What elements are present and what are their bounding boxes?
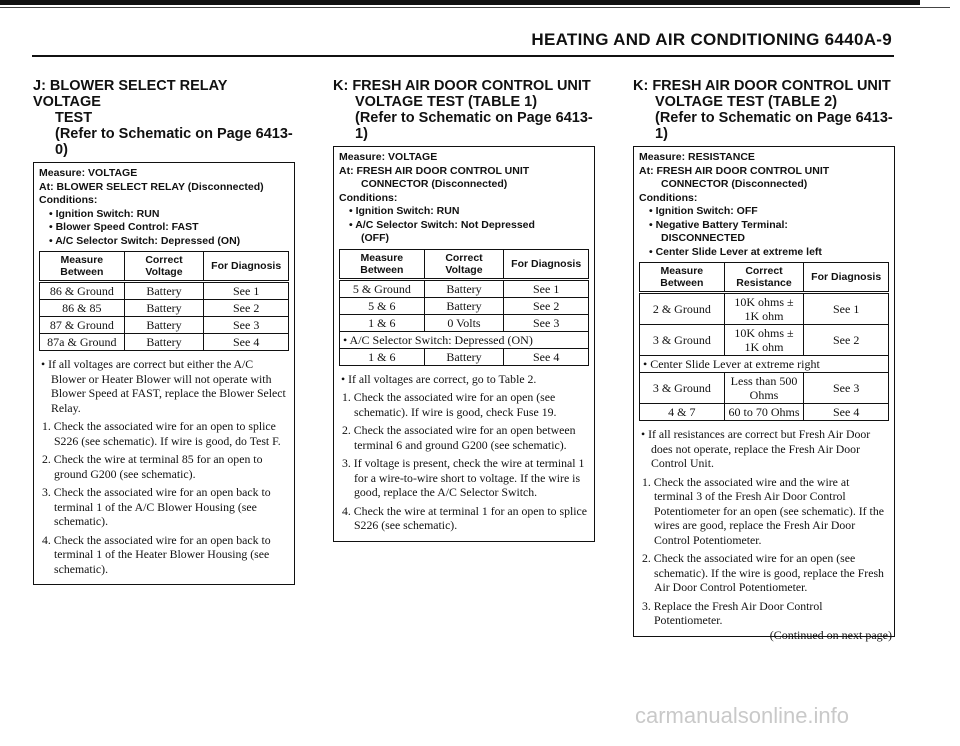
table-cell: See 4	[504, 348, 589, 365]
top-border-thin	[0, 7, 950, 8]
table-cell: 4 & 7	[640, 404, 725, 421]
table-row	[40, 317, 289, 334]
note-bullet: • If all voltages are correct, go to Table 2.	[341, 371, 537, 386]
section-k1	[333, 78, 595, 542]
section-k1-title	[333, 78, 595, 142]
table-cell: 86 & 85	[40, 300, 125, 317]
table-cell: 1 & 6	[340, 314, 425, 331]
table-cell: 10K ohms ± 1K ohm	[724, 325, 804, 356]
title-line: (Refer to Schematic on Page 6413-0)	[55, 126, 293, 158]
continued-note: (Continued on next page)	[769, 628, 892, 642]
table-cell: Battery	[124, 317, 204, 334]
table-cell: Less than 500 Ohms	[724, 373, 804, 404]
measure-label: Measure: RESISTANCE	[639, 151, 755, 163]
conditions-label: Conditions:	[339, 191, 398, 204]
title-line: K: FRESH AIR DOOR CONTROL UNIT	[633, 78, 891, 94]
section-j	[33, 78, 295, 585]
table-cell: Battery	[424, 297, 504, 314]
table-row	[640, 325, 889, 356]
section-j-box	[33, 162, 295, 585]
condition-item: • Ignition Switch: RUN	[339, 205, 589, 219]
section-k2-table	[639, 262, 889, 421]
table-cell: See 2	[804, 325, 889, 356]
at-label: At: FRESH AIR DOOR CONTROL UNIT	[339, 164, 530, 177]
note-item: 1. Check the associated wire for an open to splice S226 (see schematic). If wire is good, do Test F.	[42, 419, 281, 448]
table-cell: 86 & Ground	[40, 282, 125, 300]
col-header: Correct Voltage	[124, 252, 204, 282]
measure-label: Measure: VOLTAGE	[339, 151, 438, 163]
table-cell: Battery	[124, 282, 204, 300]
header-rule	[32, 55, 894, 57]
table-cell: 10K ohms ± 1K ohm	[724, 293, 804, 325]
note-item: 4. Check the wire at terminal 1 for an open to splice S226 (see schematic).	[342, 503, 588, 532]
condition-item: • A/C Selector Switch: Depressed (ON)	[39, 235, 289, 249]
section-k2	[633, 78, 895, 637]
table-midnote: • Center Slide Lever at extreme right	[640, 356, 889, 373]
watermark: carmanualsonline.info	[635, 703, 850, 728]
section-k1-table	[339, 249, 589, 366]
condition-item: • Ignition Switch: RUN	[39, 208, 289, 222]
title-line: TEST	[55, 110, 93, 126]
table-cell: 0 Volts	[424, 314, 504, 331]
condition-item: • A/C Selector Switch: Not Depressed	[339, 219, 589, 233]
note-bullet: • If all voltages are correct but either the A/C Blower or Heater Blower will not operate with Blower Speed at FAST, replace the Blower Select Relay.	[41, 357, 286, 415]
table-row	[40, 300, 289, 317]
table-row	[340, 348, 589, 365]
col-header: For Diagnosis	[204, 252, 289, 282]
note-text: If all resistances are correct but Fresh Air Door does not operate, replace the Fresh Air Door Control Unit.	[648, 427, 871, 470]
table-row	[340, 331, 589, 348]
at-label: CONNECTOR (Disconnected)	[361, 178, 508, 190]
table-cell: See 1	[804, 293, 889, 325]
section-j-table	[39, 251, 289, 351]
col-header: For Diagnosis	[804, 263, 889, 293]
col-header: Measure Between	[340, 249, 425, 279]
note-item: 2. Check the associated wire for an open between terminal 6 and ground G200 (see schematic).	[342, 423, 576, 452]
note-item: 1. Check the associated wire and the wire at terminal 3 of the Fresh Air Door Control Potentiometer for an open (see schematic). If the wires are good, replace the Fresh Air Door Control Potentiometer.	[642, 474, 884, 547]
title-line: (Refer to Schematic on Page 6413-1)	[355, 110, 593, 142]
table-cell: See 1	[504, 279, 589, 297]
table-cell: 5 & Ground	[340, 279, 425, 297]
section-k1-box	[333, 146, 595, 542]
conditions-block	[339, 151, 589, 246]
table-cell: 1 & 6	[340, 348, 425, 365]
table-cell: 87 & Ground	[40, 317, 125, 334]
condition-item: • Blower Speed Control: FAST	[39, 221, 289, 235]
note-item: 1. Check the associated wire for an open (see schematic). If wire is good, check Fuse 19.	[342, 390, 557, 419]
conditions-block	[39, 167, 289, 248]
col-header: For Diagnosis	[504, 249, 589, 279]
measure-label: Measure: VOLTAGE	[39, 167, 138, 179]
table-cell: See 3	[504, 314, 589, 331]
table-row	[640, 373, 889, 404]
table-row	[40, 282, 289, 300]
at-label: At: BLOWER SELECT RELAY (Disconnected)	[39, 180, 264, 193]
note-bullet: • If all resistances are correct but Fresh Air Door does not operate, replace the Fresh Air Door Control Unit.	[641, 427, 871, 470]
note-item: 4. Check the associated wire for an open back to terminal 1 of the Heater Blower Housing (see schematic).	[42, 532, 271, 576]
table-row	[640, 293, 889, 325]
table-row	[340, 314, 589, 331]
section-j-notes	[39, 357, 289, 576]
table-cell: 87a & Ground	[40, 334, 125, 351]
table-row	[340, 297, 589, 314]
table-cell: See 3	[804, 373, 889, 404]
table-cell: 3 & Ground	[640, 373, 725, 404]
table-row	[40, 334, 289, 351]
title-line: VOLTAGE TEST (TABLE 2)	[655, 94, 838, 110]
condition-item: • Center Slide Lever at extreme left	[639, 246, 889, 260]
table-row	[340, 279, 589, 297]
conditions-label: Conditions:	[639, 191, 698, 204]
note-item: 2. Check the wire at terminal 85 for an open to ground G200 (see schematic).	[42, 452, 263, 481]
note-text: If all voltages are correct, go to Table 2.	[348, 371, 537, 386]
at-label: CONNECTOR (Disconnected)	[661, 178, 808, 190]
top-border	[0, 0, 920, 5]
col-header: Measure Between	[640, 263, 725, 293]
title-line: K: FRESH AIR DOOR CONTROL UNIT	[333, 78, 591, 94]
title-line: (Refer to Schematic on Page 6413-1)	[655, 110, 893, 142]
table-cell: See 2	[504, 297, 589, 314]
condition-item: • Ignition Switch: OFF	[639, 205, 889, 219]
title-line: J: BLOWER SELECT RELAY VOLTAGE	[33, 78, 228, 110]
table-cell: Battery	[424, 348, 504, 365]
at-label: At: FRESH AIR DOOR CONTROL UNIT	[639, 164, 830, 177]
table-cell: 3 & Ground	[640, 325, 725, 356]
page-header: HEATING AND AIR CONDITIONING 6440A-9	[531, 30, 892, 49]
col-header: Measure Between	[40, 252, 125, 282]
table-cell: See 2	[204, 300, 289, 317]
table-cell: Battery	[424, 279, 504, 297]
note-item: 2. Check the associated wire for an open (see schematic). If the wire is good, replace the Fresh Air Door Control Potentiometer.	[642, 551, 884, 594]
condition-item: DISCONNECTED	[661, 232, 746, 244]
table-cell: 2 & Ground	[640, 293, 725, 325]
table-row	[640, 404, 889, 421]
note-item: 3. Replace the Fresh Air Door Control Potentiometer.	[642, 598, 823, 627]
section-k1-notes	[339, 372, 589, 533]
section-k2-title	[633, 78, 895, 142]
note-item: 3. If voltage is present, check the wire at terminal 1 for a wire-to-wire short to voltage. If the wire is good, replace the A/C Selector Switch.	[342, 456, 585, 499]
table-cell: See 4	[204, 334, 289, 351]
table-cell: See 4	[804, 404, 889, 421]
col-header: Correct Resistance	[724, 263, 804, 293]
section-k2-notes	[639, 427, 889, 628]
title-line: VOLTAGE TEST (TABLE 1)	[355, 94, 538, 110]
table-row	[640, 356, 889, 373]
condition-item: (OFF)	[361, 232, 389, 244]
col-header: Correct Voltage	[424, 249, 504, 279]
table-cell: See 1	[204, 282, 289, 300]
table-cell: See 3	[204, 317, 289, 334]
table-cell: 5 & 6	[340, 297, 425, 314]
note-item: 3. Check the associated wire for an open back to terminal 1 of the A/C Blower Housing (see schematic).	[42, 485, 271, 528]
table-cell: 60 to 70 Ohms	[724, 404, 804, 421]
table-cell: Battery	[124, 300, 204, 317]
note-text: If all voltages are correct but either the A/C Blower or Heater Blower will not operate with Blower Speed at FAST, replace the Blower Select Relay.	[48, 357, 286, 415]
conditions-label: Conditions:	[39, 194, 98, 206]
section-j-title	[33, 78, 295, 158]
table-midnote: • A/C Selector Switch: Depressed (ON)	[340, 331, 589, 348]
section-k2-box	[633, 146, 895, 637]
condition-item: • Negative Battery Terminal:	[639, 219, 889, 233]
conditions-block	[639, 151, 889, 259]
table-cell: Battery	[124, 334, 204, 351]
